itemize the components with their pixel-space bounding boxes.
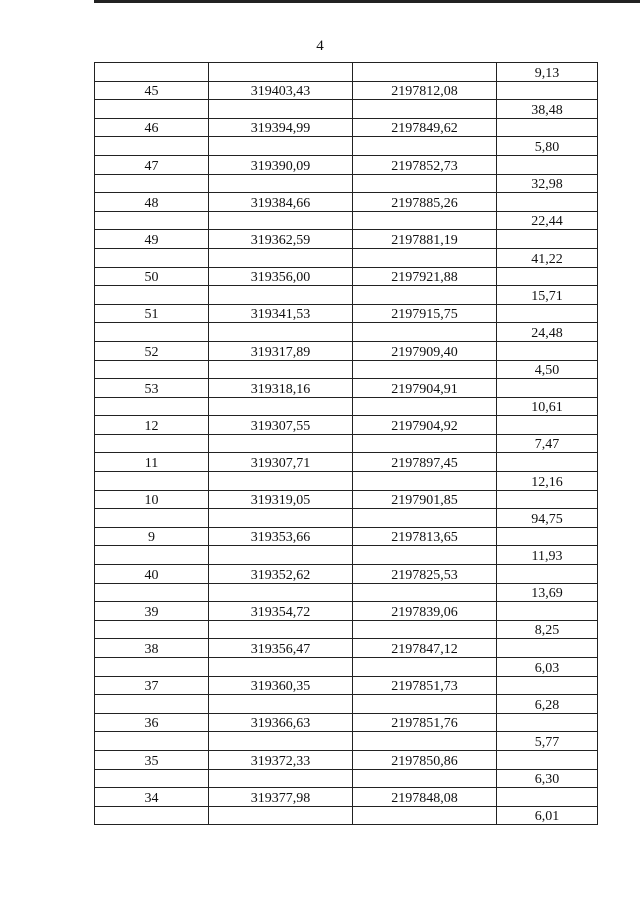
distance-cell xyxy=(497,713,598,732)
y-coordinate-cell xyxy=(353,174,497,193)
x-coordinate-cell xyxy=(209,397,353,416)
y-coordinate-cell xyxy=(353,806,497,825)
distance-cell: 41,22 xyxy=(497,248,598,267)
distance-cell xyxy=(497,230,598,249)
x-coordinate-cell: 319352,62 xyxy=(209,565,353,584)
x-coordinate-cell: 319354,72 xyxy=(209,602,353,621)
x-coordinate-cell: 319356,00 xyxy=(209,267,353,286)
table-row xyxy=(95,118,598,137)
table-row xyxy=(95,397,598,416)
y-coordinate-cell xyxy=(353,100,497,119)
y-coordinate-cell: 2197909,40 xyxy=(353,341,497,360)
y-coordinate-cell: 2197825,53 xyxy=(353,565,497,584)
y-coordinate-cell xyxy=(353,658,497,677)
table-row xyxy=(95,248,598,267)
y-coordinate-cell xyxy=(353,211,497,230)
point-number-cell: 48 xyxy=(95,193,209,212)
y-coordinate-cell xyxy=(353,546,497,565)
point-number-cell xyxy=(95,806,209,825)
y-coordinate-cell: 2197851,76 xyxy=(353,713,497,732)
x-coordinate-cell xyxy=(209,620,353,639)
x-coordinate-cell: 319394,99 xyxy=(209,118,353,137)
y-coordinate-cell: 2197847,12 xyxy=(353,639,497,658)
distance-cell xyxy=(497,527,598,546)
x-coordinate-cell xyxy=(209,806,353,825)
table-row xyxy=(95,155,598,174)
distance-cell xyxy=(497,193,598,212)
distance-cell: 12,16 xyxy=(497,472,598,491)
y-coordinate-cell: 2197849,62 xyxy=(353,118,497,137)
x-coordinate-cell: 319317,89 xyxy=(209,341,353,360)
table-row xyxy=(95,639,598,658)
table-row xyxy=(95,713,598,732)
table-row xyxy=(95,174,598,193)
point-number-cell xyxy=(95,100,209,119)
distance-cell xyxy=(497,304,598,323)
point-number-cell xyxy=(95,583,209,602)
x-coordinate-cell: 319362,59 xyxy=(209,230,353,249)
table-row xyxy=(95,193,598,212)
coordinates-table-body xyxy=(95,63,598,825)
table-row xyxy=(95,676,598,695)
x-coordinate-cell xyxy=(209,695,353,714)
table-row xyxy=(95,620,598,639)
point-number-cell xyxy=(95,434,209,453)
point-number-cell xyxy=(95,63,209,82)
table-row xyxy=(95,81,598,100)
y-coordinate-cell xyxy=(353,137,497,156)
point-number-cell: 12 xyxy=(95,416,209,435)
y-coordinate-cell: 2197885,26 xyxy=(353,193,497,212)
y-coordinate-cell xyxy=(353,769,497,788)
distance-cell xyxy=(497,565,598,584)
x-coordinate-cell: 319353,66 xyxy=(209,527,353,546)
point-number-cell: 37 xyxy=(95,676,209,695)
distance-cell: 5,80 xyxy=(497,137,598,156)
y-coordinate-cell: 2197839,06 xyxy=(353,602,497,621)
distance-cell xyxy=(497,602,598,621)
x-coordinate-cell: 319372,33 xyxy=(209,750,353,769)
point-number-cell: 50 xyxy=(95,267,209,286)
coordinates-table xyxy=(94,62,598,825)
distance-cell: 6,30 xyxy=(497,769,598,788)
distance-cell: 38,48 xyxy=(497,100,598,119)
distance-cell: 6,03 xyxy=(497,658,598,677)
y-coordinate-cell xyxy=(353,472,497,491)
table-row xyxy=(95,286,598,305)
top-border-line xyxy=(94,0,640,3)
distance-cell: 13,69 xyxy=(497,583,598,602)
x-coordinate-cell: 319403,43 xyxy=(209,81,353,100)
x-coordinate-cell: 319360,35 xyxy=(209,676,353,695)
y-coordinate-cell: 2197812,08 xyxy=(353,81,497,100)
x-coordinate-cell xyxy=(209,732,353,751)
y-coordinate-cell xyxy=(353,286,497,305)
table-row xyxy=(95,416,598,435)
point-number-cell: 45 xyxy=(95,81,209,100)
point-number-cell: 35 xyxy=(95,750,209,769)
point-number-cell: 9 xyxy=(95,527,209,546)
table-row xyxy=(95,230,598,249)
table-row xyxy=(95,472,598,491)
y-coordinate-cell: 2197915,75 xyxy=(353,304,497,323)
x-coordinate-cell xyxy=(209,546,353,565)
y-coordinate-cell xyxy=(353,695,497,714)
y-coordinate-cell: 2197904,91 xyxy=(353,379,497,398)
table-row xyxy=(95,788,598,807)
table-row xyxy=(95,267,598,286)
point-number-cell: 34 xyxy=(95,788,209,807)
y-coordinate-cell: 2197901,85 xyxy=(353,490,497,509)
point-number-cell xyxy=(95,397,209,416)
table-row xyxy=(95,509,598,528)
distance-cell xyxy=(497,788,598,807)
point-number-cell xyxy=(95,323,209,342)
table-row xyxy=(95,341,598,360)
distance-cell: 32,98 xyxy=(497,174,598,193)
point-number-cell xyxy=(95,174,209,193)
distance-cell xyxy=(497,118,598,137)
x-coordinate-cell xyxy=(209,658,353,677)
table-row xyxy=(95,137,598,156)
point-number-cell xyxy=(95,286,209,305)
table-row xyxy=(95,695,598,714)
x-coordinate-cell: 319390,09 xyxy=(209,155,353,174)
y-coordinate-cell xyxy=(353,323,497,342)
x-coordinate-cell: 319366,63 xyxy=(209,713,353,732)
distance-cell: 6,28 xyxy=(497,695,598,714)
x-coordinate-cell xyxy=(209,63,353,82)
point-number-cell xyxy=(95,137,209,156)
point-number-cell xyxy=(95,509,209,528)
table-row xyxy=(95,527,598,546)
distance-cell: 10,61 xyxy=(497,397,598,416)
table-row xyxy=(95,583,598,602)
x-coordinate-cell xyxy=(209,769,353,788)
x-coordinate-cell: 319318,16 xyxy=(209,379,353,398)
x-coordinate-cell xyxy=(209,248,353,267)
point-number-cell: 40 xyxy=(95,565,209,584)
y-coordinate-cell: 2197851,73 xyxy=(353,676,497,695)
y-coordinate-cell: 2197813,65 xyxy=(353,527,497,546)
distance-cell xyxy=(497,676,598,695)
point-number-cell: 11 xyxy=(95,453,209,472)
x-coordinate-cell: 319319,05 xyxy=(209,490,353,509)
x-coordinate-cell: 319384,66 xyxy=(209,193,353,212)
table-row xyxy=(95,769,598,788)
distance-cell xyxy=(497,639,598,658)
y-coordinate-cell: 2197897,45 xyxy=(353,453,497,472)
point-number-cell: 10 xyxy=(95,490,209,509)
y-coordinate-cell xyxy=(353,360,497,379)
x-coordinate-cell xyxy=(209,509,353,528)
x-coordinate-cell xyxy=(209,137,353,156)
point-number-cell: 53 xyxy=(95,379,209,398)
x-coordinate-cell: 319356,47 xyxy=(209,639,353,658)
point-number-cell: 39 xyxy=(95,602,209,621)
y-coordinate-cell: 2197848,08 xyxy=(353,788,497,807)
x-coordinate-cell xyxy=(209,472,353,491)
table-row xyxy=(95,304,598,323)
distance-cell xyxy=(497,155,598,174)
y-coordinate-cell: 2197850,86 xyxy=(353,750,497,769)
distance-cell xyxy=(497,267,598,286)
point-number-cell xyxy=(95,658,209,677)
x-coordinate-cell xyxy=(209,323,353,342)
x-coordinate-cell xyxy=(209,434,353,453)
point-number-cell: 51 xyxy=(95,304,209,323)
point-number-cell xyxy=(95,732,209,751)
table-row xyxy=(95,565,598,584)
x-coordinate-cell xyxy=(209,360,353,379)
y-coordinate-cell xyxy=(353,583,497,602)
x-coordinate-cell xyxy=(209,211,353,230)
x-coordinate-cell: 319307,71 xyxy=(209,453,353,472)
distance-cell: 94,75 xyxy=(497,509,598,528)
distance-cell: 15,71 xyxy=(497,286,598,305)
x-coordinate-cell xyxy=(209,583,353,602)
x-coordinate-cell: 319307,55 xyxy=(209,416,353,435)
distance-cell: 7,47 xyxy=(497,434,598,453)
table-row xyxy=(95,658,598,677)
point-number-cell xyxy=(95,472,209,491)
distance-cell: 11,93 xyxy=(497,546,598,565)
point-number-cell: 49 xyxy=(95,230,209,249)
distance-cell xyxy=(497,750,598,769)
y-coordinate-cell: 2197904,92 xyxy=(353,416,497,435)
page-number: 4 xyxy=(316,38,324,54)
y-coordinate-cell: 2197921,88 xyxy=(353,267,497,286)
point-number-cell: 36 xyxy=(95,713,209,732)
table-row xyxy=(95,360,598,379)
y-coordinate-cell xyxy=(353,620,497,639)
table-row xyxy=(95,602,598,621)
point-number-cell: 38 xyxy=(95,639,209,658)
distance-cell xyxy=(497,453,598,472)
table-row xyxy=(95,100,598,119)
y-coordinate-cell xyxy=(353,509,497,528)
point-number-cell xyxy=(95,695,209,714)
distance-cell xyxy=(497,416,598,435)
table-row xyxy=(95,434,598,453)
table-row xyxy=(95,323,598,342)
point-number-cell xyxy=(95,248,209,267)
distance-cell: 5,77 xyxy=(497,732,598,751)
point-number-cell xyxy=(95,360,209,379)
y-coordinate-cell xyxy=(353,248,497,267)
point-number-cell xyxy=(95,546,209,565)
point-number-cell xyxy=(95,211,209,230)
x-coordinate-cell: 319341,53 xyxy=(209,304,353,323)
x-coordinate-cell xyxy=(209,286,353,305)
table-row xyxy=(95,806,598,825)
x-coordinate-cell: 319377,98 xyxy=(209,788,353,807)
table-row xyxy=(95,732,598,751)
point-number-cell: 52 xyxy=(95,341,209,360)
table-row xyxy=(95,453,598,472)
table-row xyxy=(95,379,598,398)
y-coordinate-cell xyxy=(353,63,497,82)
table-row xyxy=(95,490,598,509)
table-row xyxy=(95,63,598,82)
point-number-cell xyxy=(95,769,209,788)
distance-cell: 8,25 xyxy=(497,620,598,639)
distance-cell: 22,44 xyxy=(497,211,598,230)
y-coordinate-cell: 2197881,19 xyxy=(353,230,497,249)
distance-cell xyxy=(497,341,598,360)
x-coordinate-cell xyxy=(209,174,353,193)
distance-cell: 9,13 xyxy=(497,63,598,82)
distance-cell xyxy=(497,379,598,398)
distance-cell xyxy=(497,490,598,509)
distance-cell: 6,01 xyxy=(497,806,598,825)
x-coordinate-cell xyxy=(209,100,353,119)
distance-cell: 24,48 xyxy=(497,323,598,342)
y-coordinate-cell xyxy=(353,434,497,453)
y-coordinate-cell xyxy=(353,732,497,751)
distance-cell: 4,50 xyxy=(497,360,598,379)
point-number-cell: 47 xyxy=(95,155,209,174)
distance-cell xyxy=(497,81,598,100)
table-row xyxy=(95,546,598,565)
y-coordinate-cell: 2197852,73 xyxy=(353,155,497,174)
y-coordinate-cell xyxy=(353,397,497,416)
table-row xyxy=(95,211,598,230)
point-number-cell: 46 xyxy=(95,118,209,137)
point-number-cell xyxy=(95,620,209,639)
table-row xyxy=(95,750,598,769)
